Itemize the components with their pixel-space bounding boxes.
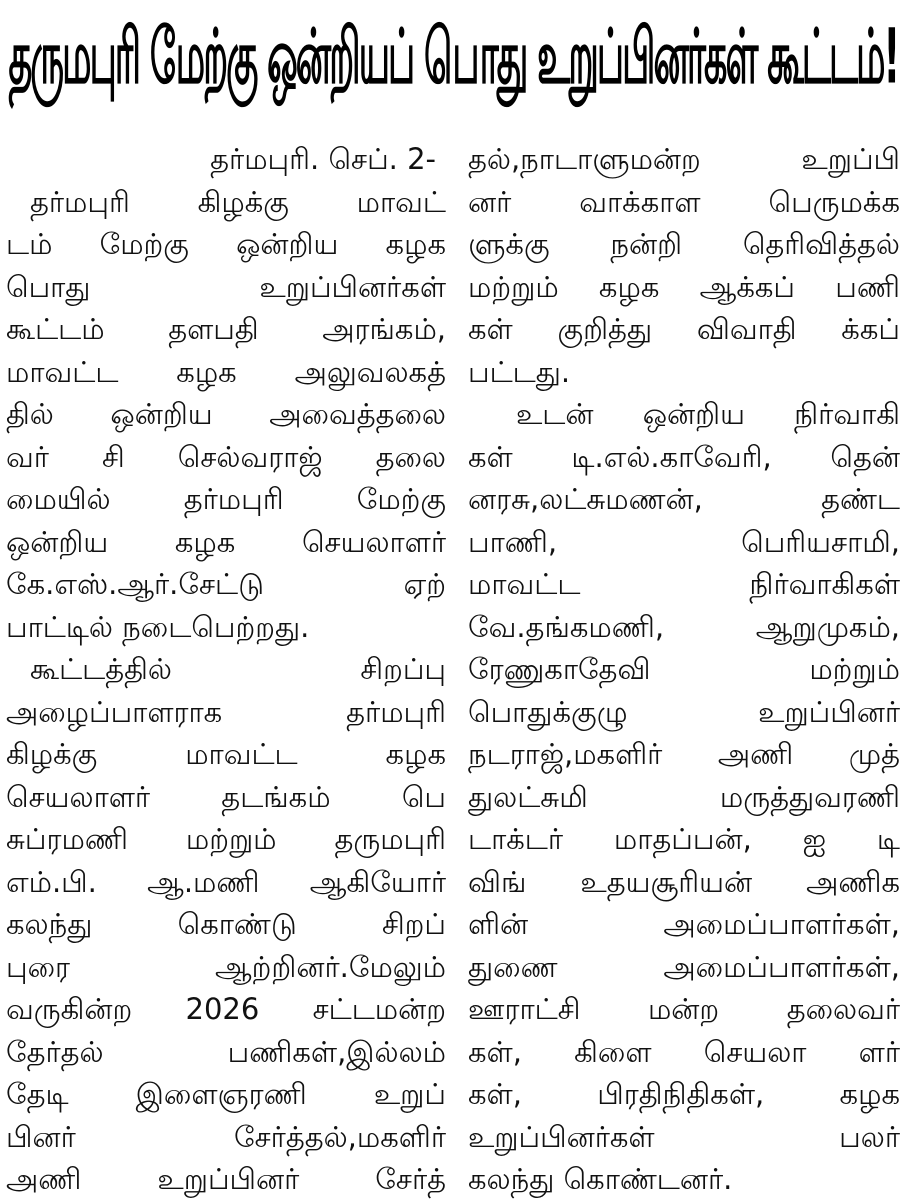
article-line: எம்.பி. ஆ.மணி ஆகியோர் xyxy=(6,864,446,899)
article-line: கள் குறித்து விவாதி க்கப் xyxy=(468,312,900,346)
article-line: அழைப்பாளராக தர்மபுரி xyxy=(6,694,446,729)
article-line: தல்,நாடாளுமன்ற உறுப்பி xyxy=(468,142,900,176)
article-line: டாக்டர் மாதப்பன், ஐ டி xyxy=(468,822,900,856)
article-line: ரேணுகாதேவி மற்றும் xyxy=(468,652,900,686)
article-line: டம் மேற்கு ஒன்றிய கழக xyxy=(6,227,446,261)
article-line: பட்டது. xyxy=(468,354,571,389)
article-line: கள், பிரதிநிதிகள், கழக xyxy=(468,1077,900,1111)
article-line: பினர் சேர்த்தல்,மகளிர் xyxy=(6,1119,446,1154)
article-line: ளின் அமைப்பாளர்கள், xyxy=(468,907,900,941)
article-line: ஒன்றிய கழக செயலாளர் xyxy=(6,524,446,559)
article-line: வருகின்ற 2026 சட்டமன்ற xyxy=(6,992,446,1026)
article-line: ளுக்கு நன்றி தெரிவித்தல் xyxy=(468,227,900,261)
article-column-left xyxy=(6,138,446,1201)
article-line: துலட்சுமி மருத்துவரணி xyxy=(468,779,900,814)
article-line: பொது உறுப்பினர்கள் xyxy=(6,269,446,304)
article-line: கூட்டத்தில் சிறப்பு xyxy=(30,652,446,686)
article-line: தர்மபுரி கிழக்கு மாவட் xyxy=(30,184,446,219)
article-line: வே.தங்கமணி, ஆறுமுகம், xyxy=(468,609,900,644)
article-line: கே.எஸ்.ஆர்.சேட்டு ஏற் xyxy=(6,567,446,601)
article-line: வர் சி செல்வராஜ் தலை xyxy=(6,439,446,474)
article-line: கலந்து கொண்டு சிறப் xyxy=(6,907,446,941)
article-line: மையில் தர்மபுரி மேற்கு xyxy=(6,482,446,516)
article-line: பாணி, பெரியசாமி, xyxy=(468,524,900,559)
article-line: அணி உறுப்பினர் சேர்த் xyxy=(6,1162,446,1196)
article-line: பொதுக்குழு உறுப்பினர் xyxy=(468,694,900,729)
article-line: நடராஜ்,மகளிர் அணி முத் xyxy=(468,737,900,771)
article-line: செயலாளர் தடங்கம் பெ xyxy=(6,779,446,814)
article-line: தேர்தல் பணிகள்,இல்லம் xyxy=(6,1034,446,1069)
article-line: மற்றும் கழக ஆக்கப் பணி xyxy=(468,269,900,304)
article-line: னர் வாக்காள பெருமக்க xyxy=(468,184,900,219)
headline: தருமபுரி மேற்கு ஒன்றியப் பொது உறுப்பினர்கள் கூட்டம்! xyxy=(8,13,898,102)
article-line: கள், கிளை செயலா ளர் xyxy=(468,1034,900,1069)
article-line: தில் ஒன்றிய அவைத்தலை xyxy=(6,397,446,431)
article-line: னரசு,லட்சுமணன், தண்ட xyxy=(468,482,900,516)
article-line: சுப்ரமணி மற்றும் தருமபுரி xyxy=(6,822,446,856)
article-line: துணை அமைப்பாளர்கள், xyxy=(468,949,900,984)
article-line: தேடி இளைஞரணி உறுப் xyxy=(6,1077,446,1111)
article-line: கள் டி.எல்.காவேரி, தென் xyxy=(468,439,900,474)
article-line: உடன் ஒன்றிய நிர்வாகி xyxy=(516,397,900,431)
article-line: ஊராட்சி மன்ற தலைவர் xyxy=(468,992,900,1026)
article-line: மாவட்ட கழக அலுவலகத் xyxy=(6,354,446,389)
article-line: கலந்து கொண்டனர். xyxy=(468,1162,733,1196)
article-line: கிழக்கு மாவட்ட கழக xyxy=(6,737,446,771)
article-line: புரை ஆற்றினர்.மேலும் xyxy=(6,949,446,984)
article-line: கூட்டம் தளபதி அரங்கம், xyxy=(6,312,446,346)
article-column-right xyxy=(468,138,900,1201)
article-line: பாட்டில் நடைபெற்றது. xyxy=(6,609,310,644)
dateline: தர்மபுரி. செப். 2- xyxy=(210,142,436,176)
article-line: மாவட்ட நிர்வாகிகள் xyxy=(468,567,900,601)
article-line: உறுப்பினர்கள் பலர் xyxy=(468,1119,900,1154)
headline-block xyxy=(0,8,906,116)
column-divider xyxy=(453,132,454,1122)
article-line: விங் உதயசூரியன் அணிக xyxy=(468,864,900,899)
